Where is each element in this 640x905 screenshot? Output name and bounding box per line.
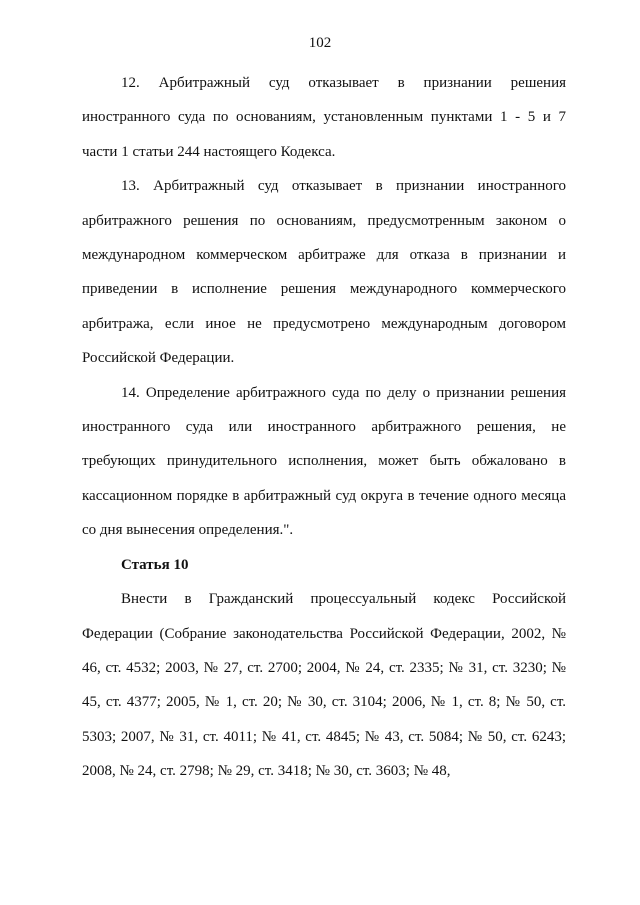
article-heading: Статья 10 bbox=[121, 556, 189, 573]
paragraph-14: 14. Определение арбитражного суда по делу о признании решения иностранного суда или иностранного арбитражного решения, не требующих принудительного исполнения, может быть обжаловано в кассационном порядке в арбитражный суд округа в течение одного месяца со дня вынесения определения.". bbox=[82, 384, 566, 539]
paragraph-12: 12. Арбитражный суд отказывает в признании решения иностранного суда по основаниям, установленным пунктами 1 - 5 и 7 части 1 статьи 244 настоящего Кодекса. bbox=[82, 75, 566, 160]
article-10-text: Внести в Гражданский процессуальный кодекс Российской Федерации (Собрание законодательства Российской Федерации, 2002, № 46, ст. 4532; 2003, № 27, ст. 2700; 2004, № 24, ст. 2335; № 31, ст. 3230; № 45, ст. 4377; 2005, № 1, ст. 20; № 30, ст. 3104; 2006, № 1, ст. 8; № 50, ст. 5303; 2007, № 31, ст. 4011; № 41, ст. 4845; № 43, ст. 5084; № 50, ст. 6243; 2008, № 24, ст. 2798; № 29, ст. 3418; № 30, ст. 3603; № 48, bbox=[82, 591, 566, 780]
page-number: 102 bbox=[308, 35, 332, 51]
document-body bbox=[82, 66, 566, 789]
paragraph-13: 13. Арбитражный суд отказывает в признании иностранного арбитражного решения по основаниям, предусмотренным законом о международном коммерческом арбитраже для отказа в признании и приведении в исполнение решения международного коммерческого арбитража, если иное не предусмотрено международным договором Российской Федерации. bbox=[82, 178, 566, 367]
